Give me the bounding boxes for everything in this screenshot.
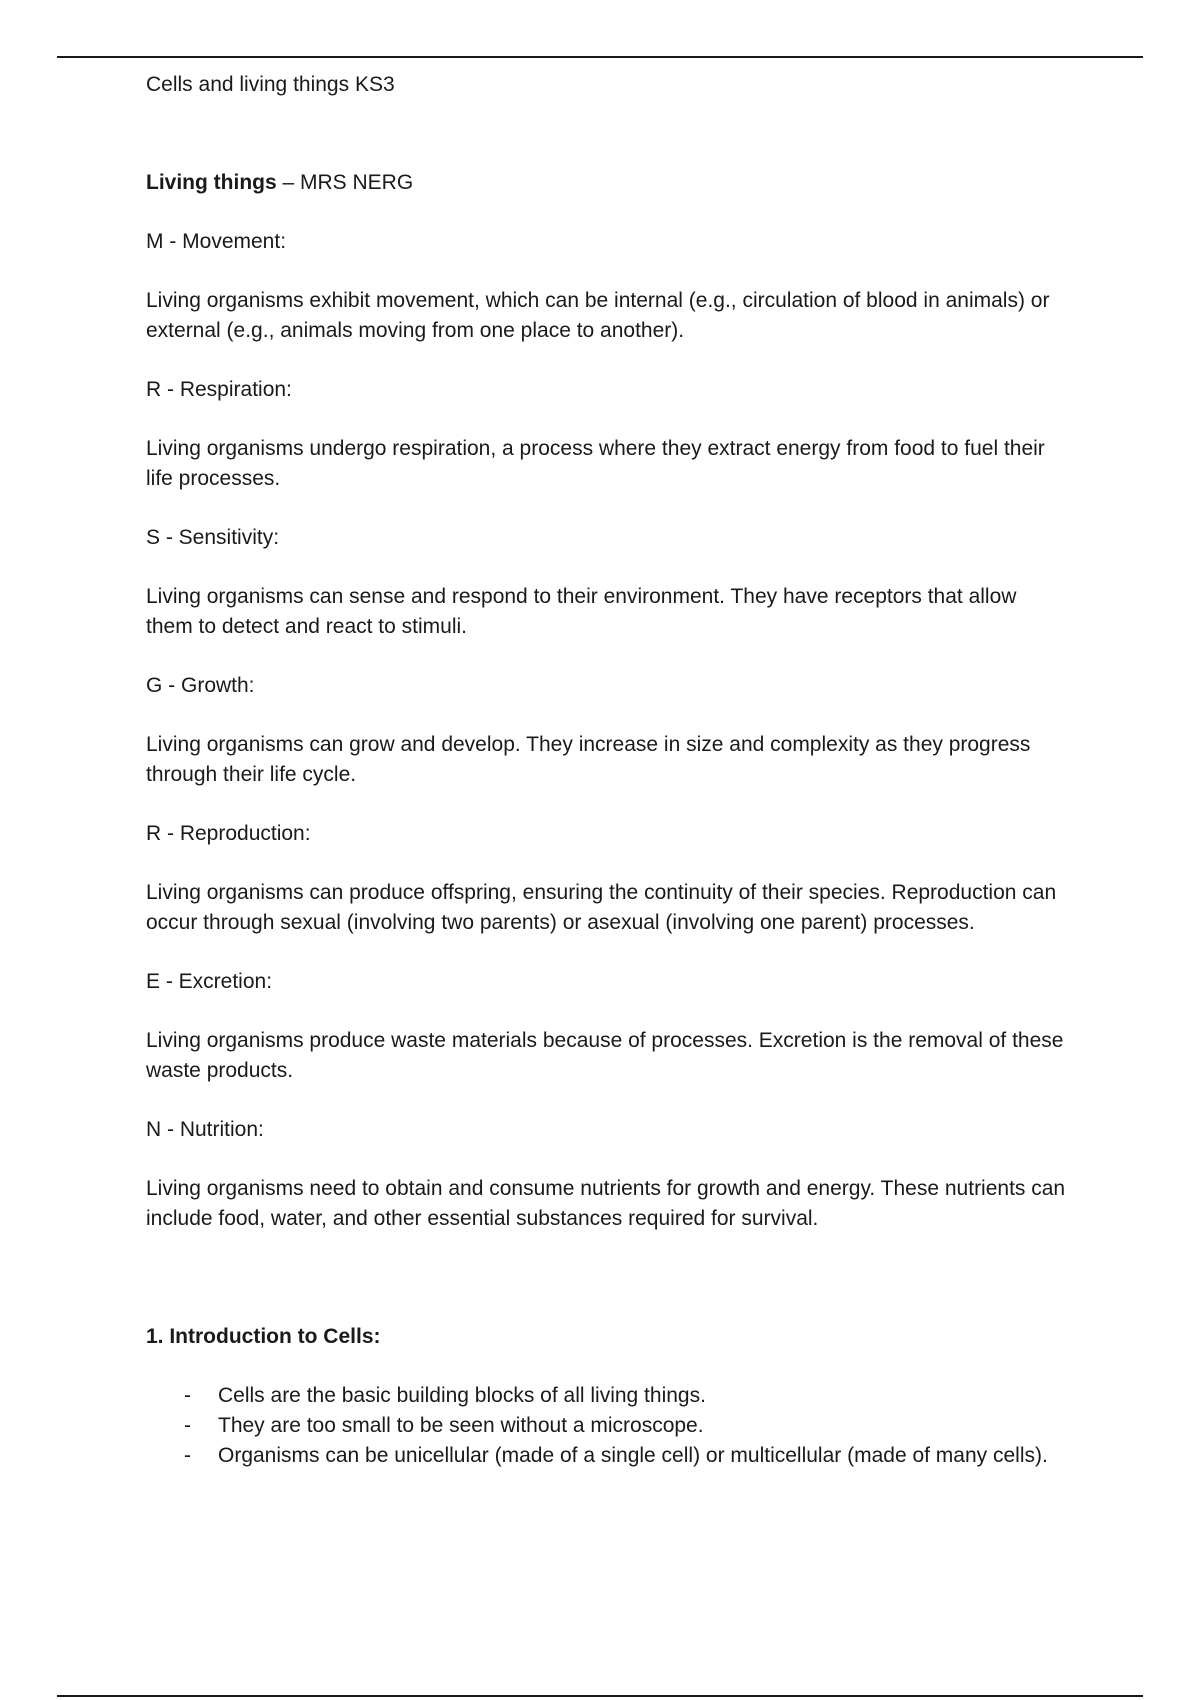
- cells-section-heading: 1. Introduction to Cells:: [146, 1325, 381, 1348]
- living-things-heading-rest: – MRS NERG: [276, 171, 414, 194]
- bottom-page-rule: [57, 1695, 1143, 1697]
- characteristic-text-sensitivity: Living organisms can sense and respond to their environment. They have receptors that allow them to detect and react to stimuli.: [146, 585, 1017, 638]
- characteristic-label-sensitivity: S - Sensitivity:: [146, 526, 280, 549]
- cells-bullet-list: [146, 1381, 1066, 1471]
- document-page: [146, 70, 1066, 1471]
- list-item: [146, 1441, 1066, 1471]
- characteristic-text-reproduction: Living organisms can produce offspring, ensuring the continuity of their species. Reproduction can occur through sexual (involving two parents) or asexual (involving one parent) processes.: [146, 881, 1057, 934]
- list-item: [146, 1381, 1066, 1411]
- bullet-dash: -: [184, 1444, 191, 1467]
- bullet-dash: -: [184, 1414, 191, 1437]
- characteristic-text-movement: Living organisms exhibit movement, which can be internal (e.g., circulation of blood in animals) or external (e.g., animals moving from one place to another).: [146, 289, 1050, 342]
- document-header: Cells and living things KS3: [146, 73, 395, 96]
- list-item: [146, 1411, 1066, 1441]
- characteristic-label-respiration: R - Respiration:: [146, 378, 292, 401]
- living-things-heading-bold: Living things: [146, 171, 277, 194]
- characteristic-text-growth: Living organisms can grow and develop. They increase in size and complexity as they progress through their life cycle.: [146, 733, 1031, 786]
- list-item-text: Cells are the basic building blocks of all living things.: [218, 1384, 706, 1407]
- characteristic-label-excretion: E - Excretion:: [146, 970, 273, 993]
- characteristic-label-movement: M - Movement:: [146, 230, 287, 253]
- characteristic-label-reproduction: R - Reproduction:: [146, 822, 311, 845]
- list-item-text: They are too small to be seen without a microscope.: [218, 1414, 704, 1437]
- top-page-rule: [57, 56, 1143, 58]
- characteristic-label-growth: G - Growth:: [146, 674, 255, 697]
- living-things-heading: [146, 168, 1066, 198]
- bullet-dash: -: [184, 1384, 191, 1407]
- characteristic-text-respiration: Living organisms undergo respiration, a process where they extract energy from food to fuel their life processes.: [146, 437, 1045, 490]
- characteristic-text-nutrition: Living organisms need to obtain and consume nutrients for growth and energy. These nutrients can include food, water, and other essential substances required for survival.: [146, 1177, 1066, 1230]
- characteristic-label-nutrition: N - Nutrition:: [146, 1118, 264, 1141]
- characteristic-text-excretion: Living organisms produce waste materials because of processes. Excretion is the removal of these waste products.: [146, 1029, 1064, 1082]
- list-item-text: Organisms can be unicellular (made of a single cell) or multicellular (made of many cells).: [218, 1444, 1048, 1467]
